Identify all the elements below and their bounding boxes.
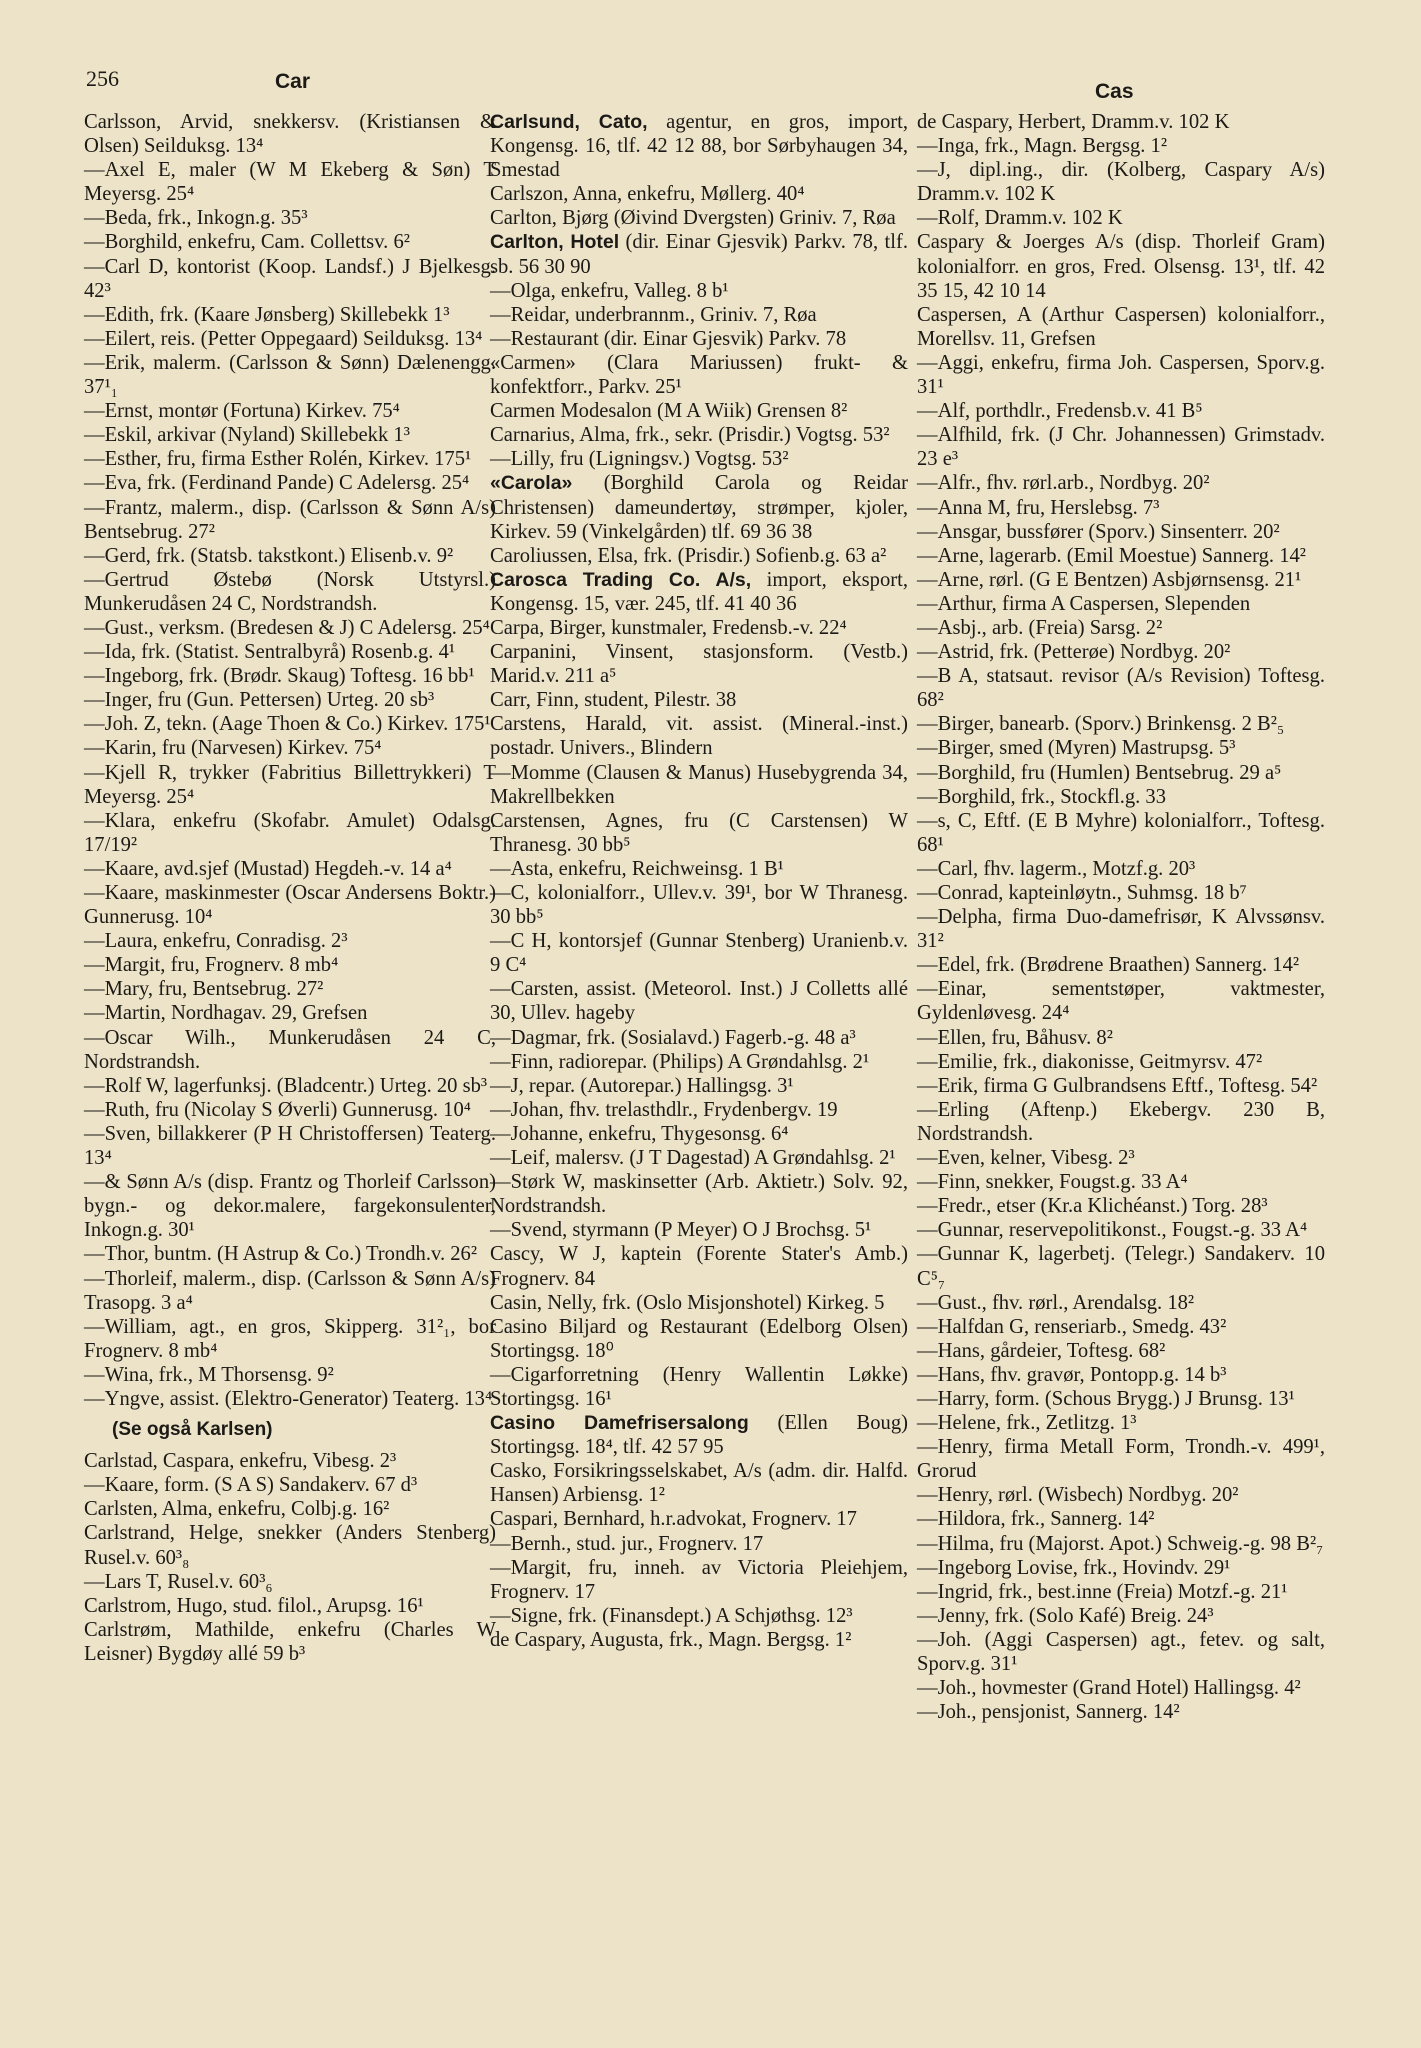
directory-entry: —Hilma, fru (Majorst. Apot.) Schweig.-g. 98 B²₇ [917, 1532, 1324, 1555]
directory-entry: Carlsund, Cato, agentur, en gros, import, Kongensg. 16, tlf. 42 12 88, bor Sørbyhaugen 34, Smestad [490, 111, 908, 182]
directory-entry: —Erik, malerm. (Carlsson & Sønn) Dælenengg. 37¹₁ [84, 351, 496, 399]
directory-entry: —Svend, styrmann (P Meyer) O J Brochsg. 5¹ [490, 1219, 872, 1242]
directory-entry: —Birger, banearb. (Sporv.) Brinkensg. 2 B²₅ [917, 713, 1285, 736]
directory-entry: —Hans, gårdeier, Toftesg. 68² [917, 1339, 1166, 1362]
directory-entry: Carpanini, Vinsent, stasjonsform. (Vestb.) Marid.v. 211 a⁵ [490, 641, 908, 688]
directory-entry: —Arthur, firma A Caspersen, Slependen [917, 592, 1251, 615]
directory-entry: Carpa, Birger, kunstmaler, Fredensb.-v. 22⁴ [490, 616, 847, 639]
directory-entry: —C, kolonialforr., Ullev.v. 39¹, bor W Thranesg. 30 bb⁵ [490, 882, 908, 929]
directory-entry: —Laura, enkefru, Conradisg. 2³ [84, 930, 348, 953]
directory-entry: —Yngve, assist. (Elektro-Generator) Teaterg. 13⁴ [84, 1387, 493, 1410]
directory-entry: —Joh. Z, tekn. (Aage Thoen & Co.) Kirkev. 175¹ [84, 713, 491, 736]
directory-entry: —Wina, frk., M Thorsensg. 9² [84, 1363, 334, 1386]
directory-entry: —J, repar. (Autorepar.) Hallingsg. 3¹ [490, 1074, 794, 1097]
directory-entry: —Sven, billakkerer (P H Christoffersen) Teaterg. 13⁴ [84, 1122, 496, 1170]
directory-entry: —Momme (Clausen & Manus) Husebygrenda 34, Makrellbekken [490, 761, 908, 808]
directory-entry: —Carl D, kontorist (Koop. Landsf.) J Bjelkesg. 42³ [84, 255, 496, 302]
directory-entry: —Gunnar, reservepolitikonst., Fougst.-g. 33 A⁴ [917, 1219, 1308, 1242]
directory-entry: —J, dipl.ing., dir. (Kolberg, Caspary A/s) Dramm.v. 102 K [917, 159, 1325, 206]
directory-entry: —Kaare, avd.sjef (Mustad) Hegdeh.-v. 14 a⁴ [84, 857, 452, 880]
directory-entry: —& Sønn A/s (disp. Frantz og Thorleif Carlsson) bygn.- og dekor.malere, fargekonsulenter, Inkogn.g. 30¹ [84, 1171, 496, 1242]
directory-entry: «Carmen» (Clara Mariussen) frukt- & konfektforr., Parkv. 25¹ [490, 351, 908, 399]
directory-entry: —Ingrid, frk., best.inne (Freia) Motzf.-g. 21¹ [917, 1580, 1288, 1603]
directory-entry: —Cigarforretning (Henry Wallentin Løkke) Stortingsg. 16¹ [490, 1363, 908, 1410]
directory-entry: —Gerd, frk. (Statsb. takstkont.) Elisenb.v. 9² [84, 544, 454, 567]
directory-entry: —Finn, radiorepar. (Philips) A Grøndahlsg. 2¹ [490, 1050, 870, 1073]
directory-entry: —Dagmar, frk. (Sosialavd.) Fagerb.-g. 48 a³ [490, 1026, 856, 1049]
directory-entry: —Eskil, arkivar (Nyland) Skillebekk 1³ [84, 424, 410, 447]
directory-entry: —Ida, frk. (Statist. Sentralbyrå) Rosenb.g. 4¹ [84, 641, 456, 664]
directory-entry: —Carl, fhv. lagerm., Motzf.g. 20³ [917, 857, 1196, 880]
directory-entry: —Conrad, kapteinløytn., Suhmsg. 18 b⁷ [917, 882, 1247, 904]
directory-entry: Carlsson, Arvid, snekkersv. (Kristiansen & Olsen) Seilduksg. 13⁴ [84, 111, 496, 158]
directory-entry: —Fredr., etser (Kr.a Klichéanst.) Torg. 28³ [917, 1195, 1268, 1218]
directory-entry: —Edel, frk. (Brødrene Braathen) Sannerg. 14² [917, 954, 1300, 977]
directory-entry: —Carsten, assist. (Meteorol. Inst.) J Colletts allé 30, Ullev. hageby [490, 978, 908, 1025]
directory-entry: Cascy, W J, kaptein (Forente Stater's Amb.) Frognerv. 84 [490, 1243, 908, 1290]
directory-entry: —Ernst, montør (Fortuna) Kirkev. 75⁴ [84, 400, 400, 423]
directory-entry: —Ruth, fru (Nicolay S Øverli) Gunnerusg. 10⁴ [84, 1098, 471, 1121]
directory-entry: —Harry, form. (Schous Brygg.) J Brunsg. 13¹ [917, 1387, 1295, 1410]
directory-entry: —Erik, firma G Gulbrandsens Eftf., Toftesg. 54² [917, 1074, 1318, 1097]
directory-entry: —Kaare, form. (S A S) Sandakerv. 67 d³ [84, 1474, 418, 1497]
directory-entry: —Delpha, firma Duo-damefrisør, K Alvssønsv. 31² [917, 906, 1325, 953]
directory-entry: —Ingeborg Lovise, frk., Hovindv. 29¹ [917, 1556, 1231, 1579]
directory-entry: —Borghild, fru (Humlen) Bentsebrug. 29 a⁵ [917, 761, 1282, 784]
directory-entry: —Astrid, frk. (Petterøe) Nordbyg. 20² [917, 641, 1231, 664]
directory-entry: —Signe, frk. (Finansdept.) A Schjøthsg. 12³ [490, 1604, 853, 1627]
directory-entry: —Mary, fru, Bentsebrug. 27² [84, 978, 324, 1001]
directory-entry: —Klara, enkefru (Skofabr. Amulet) Odalsg. 17/19² [84, 809, 496, 856]
directory-entry: —Anna M, fru, Herslebsg. 7³ [917, 496, 1160, 519]
directory-entry: Carlton, Bjørg (Øivind Dvergsten) Griniv. 7, Røa [490, 207, 896, 230]
directory-entry: Carlszon, Anna, enkefru, Møllerg. 40⁴ [490, 183, 805, 206]
directory-entry: —Thorleif, malerm., disp. (Carlsson & Sønn A/s) Trasopg. 3 a⁴ [84, 1267, 496, 1314]
directory-entry: —Erling (Aftenp.) Ekebergv. 230 B, Nordstrandsh. [917, 1098, 1325, 1145]
directory-entry: —Oscar Wilh., Munkerudåsen 24 C, Nordstrandsh. [84, 1026, 496, 1073]
directory-entry: Carstensen, Agnes, fru (C Carstensen) W Thranesg. 30 bb⁵ [490, 809, 908, 856]
directory-entry: —Borghild, frk., Stockfl.g. 33 [917, 785, 1167, 808]
directory-entry: —Gunnar K, lagerbetj. (Telegr.) Sandakerv. 10 C⁵₇ [917, 1243, 1325, 1290]
directory-entry: Carlstrom, Hugo, stud. filol., Arupsg. 16¹ [84, 1594, 424, 1617]
directory-entry: —Aggi, enkefru, firma Joh. Caspersen, Sporv.g. 31¹ [917, 351, 1325, 399]
directory-entry: —Jenny, frk. (Solo Kafé) Breig. 24³ [917, 1604, 1214, 1627]
directory-entry: —Helene, frk., Zetlitzg. 1³ [917, 1412, 1137, 1435]
directory-entry: —Inga, frk., Magn. Bergsg. 1² [917, 135, 1168, 158]
directory-entry: —Margit, fru, inneh. av Victoria Pleiehjem, Frognerv. 17 [490, 1556, 908, 1603]
directory-entry: —Asbj., arb. (Freia) Sarsg. 2² [917, 616, 1163, 639]
directory-entry: —Olga, enkefru, Valleg. 8 b¹ [490, 279, 729, 302]
directory-entry: Carlton, Hotel (dir. Einar Gjesvik) Parkv. 78, tlf. sb. 56 30 90 [490, 231, 909, 278]
directory-entry: Carnarius, Alma, frk., sekr. (Prisdir.) Vogtsg. 53² [490, 424, 890, 447]
directory-entry: —s, C, Eftf. (E B Myhre) kolonialforr., Toftesg. 68¹ [917, 809, 1325, 856]
directory-entry: —Gust., fhv. rørl., Arendalsg. 18² [917, 1291, 1195, 1314]
directory-entry: —Arne, rørl. (G E Bentzen) Asbjørnsensg. 21¹ [917, 568, 1302, 591]
directory-entry: —Joh., pensjonist, Sannerg. 14² [917, 1701, 1180, 1724]
directory-entry: —Ingeborg, frk. (Brødr. Skaug) Toftesg. 16 bb¹ [84, 665, 475, 688]
directory-entry: Casko, Forsikringsselskabet, A/s (adm. dir. Halfd. Hansen) Arbiensg. 1² [490, 1460, 908, 1507]
directory-entry: —Edith, frk. (Kaare Jønsberg) Skillebekk 1³ [84, 303, 450, 326]
directory-entry: —Lars T, Rusel.v. 60³₆ [84, 1570, 273, 1593]
directory-entry: Casin, Nelly, frk. (Oslo Misjonshotel) Kirkeg. 5 [490, 1291, 885, 1314]
directory-entry: —Hildora, frk., Sannerg. 14² [917, 1508, 1155, 1531]
directory-entry: (Se også Karlsen) [112, 1419, 273, 1441]
directory-entry: —Eilert, reis. (Petter Oppegaard) Seilduksg. 13⁴ [84, 327, 483, 350]
directory-entry: —Rolf W, lagerfunksj. (Bladcentr.) Urteg. 20 sb³ [84, 1074, 488, 1097]
directory-entry: —Margit, fru, Frognerv. 8 mb⁴ [84, 954, 339, 977]
directory-entry: —Eva, frk. (Ferdinand Pande) C Adelersg. 25⁴ [84, 472, 470, 495]
directory-entry: —Henry, firma Metall Form, Trondh.-v. 499¹, Grorud [917, 1436, 1325, 1483]
directory-entry: —Halfdan G, renseriarb., Smedg. 43² [917, 1315, 1227, 1338]
directory-entry: —Beda, frk., Inkogn.g. 35³ [84, 207, 308, 230]
directory-entry: —Borghild, enkefru, Cam. Collettsv. 6² [84, 231, 410, 254]
directory-entry: Carlstrøm, Mathilde, enkefru (Charles W Leisner) Bygdøy allé 59 b³ [84, 1618, 496, 1665]
directory-column-1 [84, 110, 496, 1666]
directory-entry: —Axel E, maler (W M Ekeberg & Søn) T Meyersg. 25⁴ [84, 159, 496, 206]
directory-entry: —William, agt., en gros, Skipperg. 31²₁, bor Frognerv. 8 mb⁴ [84, 1315, 496, 1362]
running-head-left: Car [275, 70, 311, 93]
directory-entry: —Henry, rørl. (Wisbech) Nordbyg. 20² [917, 1484, 1239, 1507]
page-number: 256 [86, 66, 119, 91]
directory-entry: de Caspary, Augusta, frk., Magn. Bergsg. 1² [490, 1628, 852, 1651]
directory-entry: —Ellen, fru, Båhusv. 8² [917, 1026, 1113, 1049]
directory-entry: —Ansgar, bussfører (Sporv.) Sinsenterr. 20² [917, 520, 1280, 543]
directory-column-2 [490, 110, 908, 1652]
directory-entry: —C H, kontorsjef (Gunnar Stenberg) Uranienb.v. 9 C⁴ [490, 930, 908, 977]
directory-entry: —Arne, lagerarb. (Emil Moestue) Sannerg. 14² [917, 544, 1306, 567]
directory-entry: —Hans, fhv. gravør, Pontopp.g. 14 b³ [917, 1363, 1227, 1386]
directory-entry: Carr, Finn, student, Pilestr. 38 [490, 689, 737, 712]
directory-entry: —Johan, fhv. trelasthdlr., Frydenbergv. 19 [490, 1098, 838, 1121]
directory-entry: Carstens, Harald, vit. assist. (Mineral.-inst.) postadr. Univers., Blindern [490, 713, 908, 760]
directory-entry: —Martin, Nordhagav. 29, Grefsen [84, 1002, 368, 1025]
directory-entry: —Gertrud Østebø (Norsk Utstyrsl.) Munkerudåsen 24 C, Nordstrandsh. [84, 568, 496, 615]
directory-entry: Carmen Modesalon (M A Wiik) Grensen 8² [490, 400, 848, 423]
directory-entry: Caspari, Bernhard, h.r.advokat, Frognerv. 17 [490, 1508, 857, 1531]
directory-entry: —Rolf, Dramm.v. 102 K [917, 207, 1123, 230]
directory-entry: —Joh., hovmester (Grand Hotel) Hallingsg. 4² [917, 1677, 1301, 1700]
directory-entry: Carlsten, Alma, enkefru, Colbj.g. 16² [84, 1498, 390, 1521]
directory-entry: —Lilly, fru (Ligningsv.) Vogtsg. 53² [490, 448, 789, 471]
directory-entry: Casino Damefrisersalong (Ellen Boug) Stortingsg. 18⁴, tlf. 42 57 95 [490, 1412, 908, 1459]
directory-entry: —Finn, snekker, Fougst.g. 33 A⁴ [917, 1171, 1188, 1194]
directory-entry: —Asta, enkefru, Reichweinsg. 1 B¹ [490, 857, 784, 880]
directory-entry: —Restaurant (dir. Einar Gjesvik) Parkv. 78 [490, 327, 847, 350]
directory-entry: —Joh. (Aggi Caspersen) agt., fetev. og salt, Sporv.g. 31¹ [917, 1628, 1325, 1675]
directory-entry: Carlstrand, Helge, snekker (Anders Stenberg) Rusel.v. 60³₈ [84, 1522, 496, 1569]
directory-entry: —Thor, buntm. (H Astrup & Co.) Trondh.v. 26² [84, 1243, 478, 1266]
running-head-right: Cas [1095, 80, 1134, 103]
directory-column-3 [917, 110, 1325, 1724]
directory-entry: —Alf, porthdlr., Fredensb.v. 41 B⁵ [917, 400, 1203, 423]
directory-entry: Carlstad, Caspara, enkefru, Vibesg. 2³ [84, 1450, 397, 1473]
directory-entry: Casino Biljard og Restaurant (Edelborg Olsen) Stortingsg. 18⁰ [490, 1315, 908, 1362]
directory-entry: —Johanne, enkefru, Thygesonsg. 6⁴ [490, 1122, 789, 1145]
directory-entry: Carosca Trading Co. A/s, import, eksport, Kongensg. 15, vær. 245, tlf. 41 40 36 [490, 568, 908, 615]
directory-entry: —Leif, malersv. (J T Dagestad) A Grøndahlsg. 2¹ [490, 1147, 896, 1170]
directory-entry: de Caspary, Herbert, Dramm.v. 102 K [917, 111, 1230, 133]
directory-entry: —Kaare, maskinmester (Oscar Andersens Boktr.) Gunnerusg. 10⁴ [84, 882, 496, 929]
directory-entry: —Emilie, frk., diakonisse, Geitmyrsv. 47² [917, 1050, 1263, 1073]
directory-entry: —Frantz, malerm., disp. (Carlsson & Sønn A/s) Bentsebrug. 27² [84, 496, 496, 543]
directory-entry: —Alfr., fhv. rørl.arb., Nordbyg. 20² [917, 472, 1210, 495]
directory-entry: —Karin, fru (Narvesen) Kirkev. 75⁴ [84, 737, 382, 760]
directory-entry: —Birger, smed (Myren) Mastrupsg. 5³ [917, 737, 1236, 760]
directory-entry: Caspary & Joerges A/s (disp. Thorleif Gram) kolonialforr. en gros, Fred. Olsensg. 13¹, tlf. 42 35 15, 42 10 14 [917, 231, 1325, 302]
directory-entry: —Størk W, maskinsetter (Arb. Aktietr.) Solv. 92, Nordstrandsh. [490, 1171, 908, 1218]
directory-entry: —Gust., verksm. (Bredesen & J) C Adelersg. 25⁴ [84, 616, 490, 639]
directory-entry: —Bernh., stud. jur., Frognerv. 17 [490, 1532, 764, 1555]
directory-entry: —Esther, fru, firma Esther Rolén, Kirkev. 175¹ [84, 448, 472, 471]
directory-entry: —Even, kelner, Vibesg. 2³ [917, 1147, 1135, 1170]
directory-entry: —Inger, fru (Gun. Pettersen) Urteg. 20 sb³ [84, 689, 435, 712]
directory-entry: —B A, statsaut. revisor (A/s Revision) Toftesg. 68² [917, 665, 1325, 712]
directory-entry: —Alfhild, frk. (J Chr. Johannessen) Grimstadv. 23 e³ [917, 424, 1325, 471]
directory-entry: Caroliussen, Elsa, frk. (Prisdir.) Sofienb.g. 63 a² [490, 544, 887, 567]
directory-entry: —Kjell R, trykker (Fabritius Billettrykkeri) T Meyersg. 25⁴ [84, 761, 496, 808]
directory-entry: —Reidar, underbrannm., Griniv. 7, Røa [490, 303, 817, 326]
directory-entry: Caspersen, A (Arthur Caspersen) kolonialforr., Morellsv. 11, Grefsen [917, 303, 1325, 350]
directory-entry: —Einar, sementstøper, vaktmester, Gyldenløvesg. 24⁴ [917, 978, 1325, 1025]
directory-entry: «Carola» (Borghild Carola og Reidar Christensen) dameundertøy, strømper, kjoler, Kirkev. 59 (Vinkelgården) tlf. 69 36 38 [490, 472, 908, 543]
